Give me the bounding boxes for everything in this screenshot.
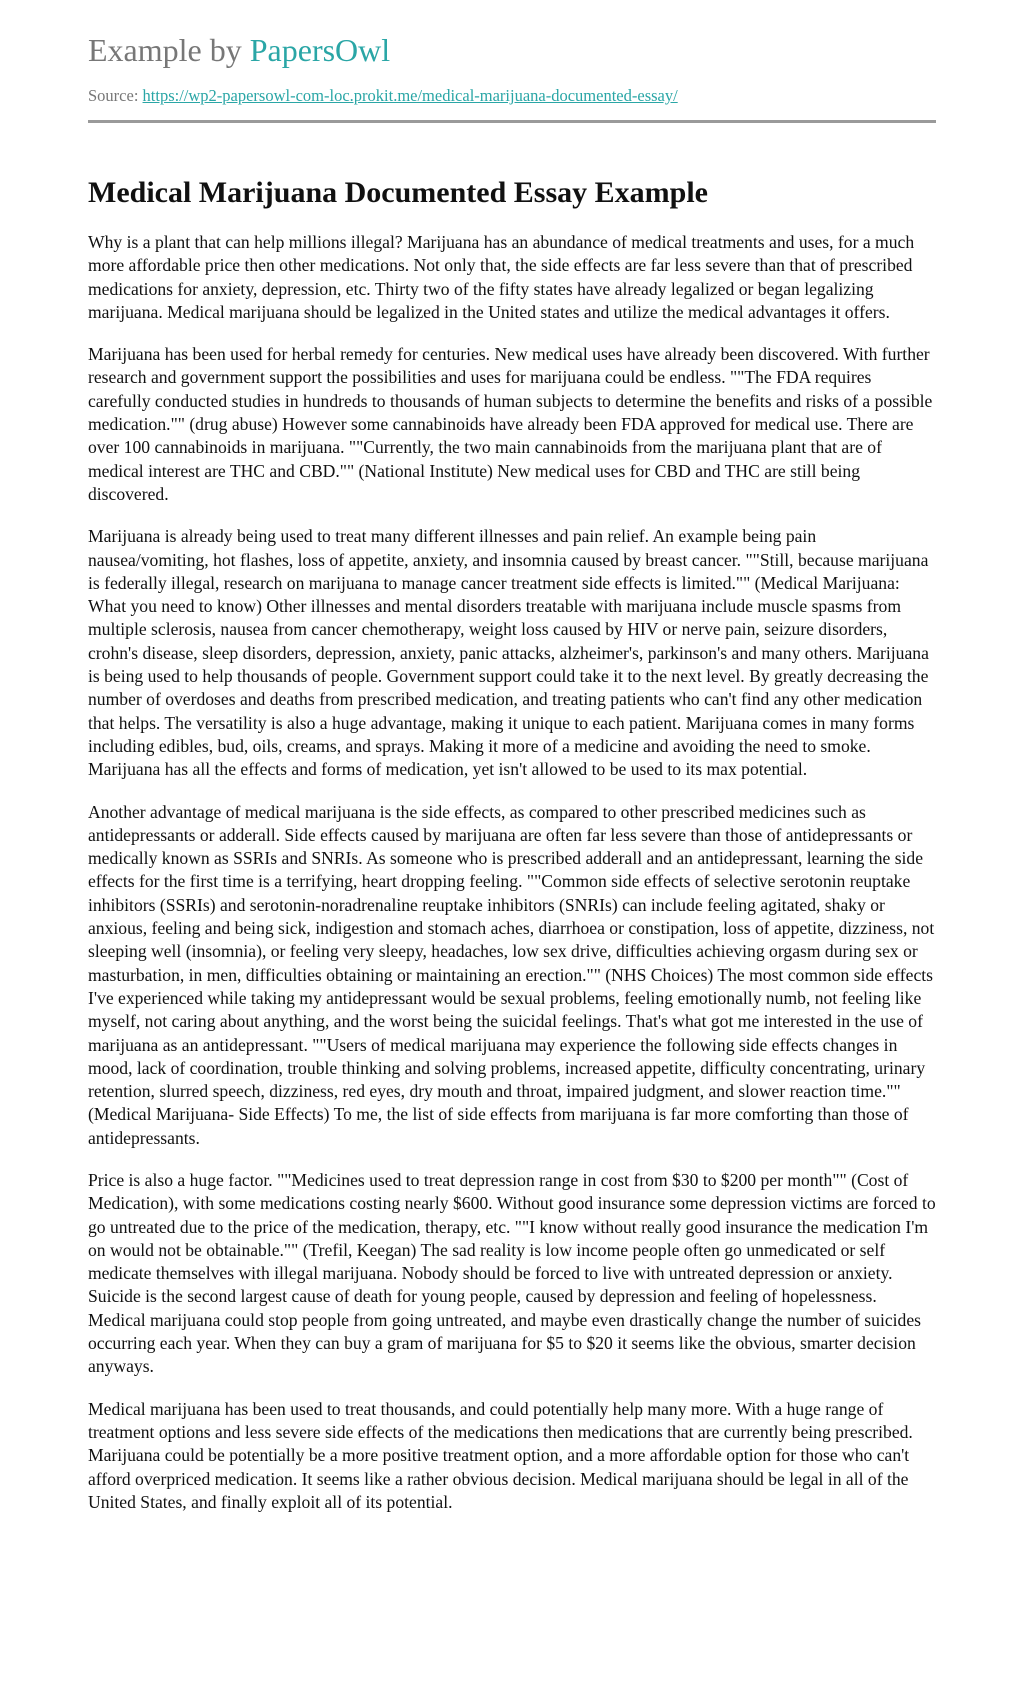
paragraph-4: Another advantage of medical marijuana is the side effects, as compared to other prescribed medicines such as antidepressants or adderall. Side effects caused by marijuana are often far less severe than those of antidepressants or medically known as SSRIs and SNRIs. As someone who is prescribed adderall and an antidepressant, learning the side effects for the first time is a terrifying, heart dropping feeling. ""Common side effects of selective serotonin reuptake inhibitors (SSRIs) and serotonin-noradrenaline reuptake inhibitors (SNRIs) can include feeling agitated, shaky or anxious, feeling and being sick, indigestion and stomach aches, diarrhoea or constipation, loss of appetite, dizziness, not sleeping well (insomnia), or feeling very sleepy, headaches, low sex drive, difficulties achieving orgasm during sex or masturbation, in men, difficulties obtaining or maintaining an erection."" (NHS Choices) The most common side effects I've experienced while taking my antidepressant would be sexual problems, feeling emotionally numb, not feeling like myself, not caring about anything, and the worst being the suicidal feelings. That's what got me interested in the use of marijuana as an antidepressant. ""Users of medical marijuana may experience the following side effects changes in mood, lack of coordination, trouble thinking and solving problems, increased appetite, difficulty concentrating, urinary retention, slurred speech, dizziness, red eyes, dry mouth and throat, impaired judgment, and slower reaction time."" (Medical Marijuana- Side Effects) To me, the list of side effects from marijuana is far more comforting than those of antidepressants. bbox=[88, 801, 935, 1148]
source-label: Source: bbox=[88, 86, 143, 105]
article-body bbox=[88, 231, 936, 1514]
header-divider bbox=[88, 120, 936, 123]
document-page bbox=[88, 30, 936, 1533]
paragraph-5: Price is also a huge factor. ""Medicines used to treat depression range in cost from $30 to $200 per month"" (Cost of Medication), with some medications costing nearly $600. Without good insurance some depression victims are forced to go untreated due to the price of the medication, therapy, etc. ""I know without really good insurance the medication I'm on would not be obtainable."" (Trefil, Keegan) The sad reality is low income people often go unmedicated or self medicate themselves with illegal marijuana. Nobody should be forced to live with untreated depression or anxiety. Suicide is the second largest cause of death for young people, caused by depression and feeling of hopelessness. Medical marijuana could stop people from going untreated, and maybe even drastically change the number of suicides occurring each year. When they can buy a gram of marijuana for $5 to $20 it seems like the obvious, smarter decision anyways. bbox=[88, 1169, 936, 1377]
paragraph-3: Marijuana is already being used to treat many different illnesses and pain relief. An example being pain nausea/vomiting, hot flashes, loss of appetite, anxiety, and insomnia caused by breast cancer. ""Still, because marijuana is federally illegal, research on marijuana to manage cancer treatment side effects is limited."" (Medical Marijuana: What you need to know) Other illnesses and mental disorders treatable with marijuana include muscle spasms from multiple sclerosis, nausea from cancer chemotherapy, weight loss caused by HIV or nerve pain, seizure disorders, crohn's disease, sleep disorders, depression, anxiety, panic attacks, alzheimer's, parkinson's and many others. Marijuana is being used to help thousands of people. Government support could take it to the next level. By greatly decreasing the number of overdoses and deaths from prescribed medication, and treating patients who can't find any other medication that helps. The versatility is also a huge advantage, making it unique to each patient. Marijuana comes in many forms including edibles, bud, oils, creams, and sprays. Making it more of a medicine and avoiding the need to smoke. Marijuana has all the effects and forms of medication, yet isn't allowed to be used to its max potential. bbox=[88, 526, 929, 780]
brand-prefix: Example by bbox=[88, 32, 250, 68]
brand-name-link[interactable]: PapersOwl bbox=[249, 32, 391, 68]
brand-header bbox=[88, 30, 936, 70]
article-title: Medical Marijuana Documented Essay Example bbox=[88, 176, 708, 209]
paragraph-1: Why is a plant that can help millions illegal? Marijuana has an abundance of medical treatments and uses, for a much more affordable price then other medications. Not only that, the side effects are far less severe than that of prescribed medications for anxiety, depression, etc. Thirty two of the fifty states have already legalized or began legalizing marijuana. Medical marijuana should be legalized in the United states and utilize the medical advantages it offers. bbox=[88, 232, 915, 322]
source-link[interactable]: https://wp2-papersowl-com-loc.prokit.me/medical-marijuana-documented-essay/ bbox=[142, 86, 678, 105]
paragraph-2: Marijuana has been used for herbal remedy for centuries. New medical uses have already been discovered. With further research and government support the possibilities and uses for marijuana could be endless. ""The FDA requires carefully conducted studies in hundreds to thousands of human subjects to determine the benefits and risks of a possible medication."" (drug abuse) However some cannabinoids have already been FDA approved for medical use. There are over 100 cannabinoids in marijuana. ""Currently, the two main cannabinoids from the marijuana plant that are of medical interest are THC and CBD."" (National Institute) New medical uses for CBD and THC are still being discovered. bbox=[88, 344, 933, 504]
source-line bbox=[88, 86, 936, 106]
paragraph-6: Medical marijuana has been used to treat thousands, and could potentially help many more. With a huge range of treatment options and less severe side effects of the medications then medications that are currently being prescribed. Marijuana could be potentially be a more positive treatment option, and a more affordable option for those who can't afford overpriced medication. It seems like a rather obvious decision. Medical marijuana should be legal in all of the United States, and finally exploit all of its potential. bbox=[88, 1398, 913, 1512]
